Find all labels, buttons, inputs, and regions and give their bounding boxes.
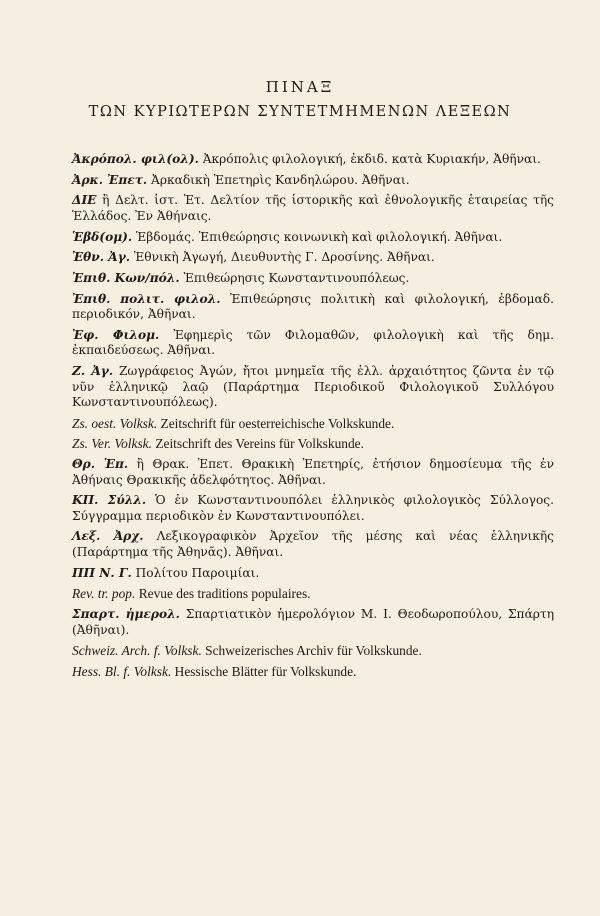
entry-expansion: Ὁ ἐν Κωνσταντινουπόλει ἑλληνικὸς φιλολογικὸς Σύλλογος. Σύγγραμμα περιοδικὸν ἐν Κωνσταντινουπόλει. (72, 493, 554, 523)
page-subheading: ΤΩΝ ΚΥΡΙΩΤΕΡΩΝ ΣΥΝΤΕΤΜΗΜΕΝΩΝ ΛΕΞΕΩΝ (88, 104, 512, 120)
abbreviation-entry (72, 493, 554, 524)
entry-expansion: Ἐπιθεώρησις Κωνσταντινουπόλεως. (183, 270, 410, 285)
abbreviation-entry (72, 173, 554, 189)
entry-abbreviation: ΔΙΕ (72, 193, 97, 208)
entry-expansion: Ἐφημερὶς τῶν Φιλομαθῶν, φιλολογικὴ καὶ τῆς δημ. ἐκπαιδεύσεως. Ἀθῆναι. (72, 327, 554, 358)
entry-expansion: Ἐθνικὴ Ἀγωγή, Διευθυντὴς Γ. Δροσίνης. Ἀθῆναι. (133, 250, 435, 265)
entry-expansion: Ἀρκαδικὴ Ἐπετηρὶς Κανδηλώρου. Ἀθῆναι. (151, 172, 410, 187)
entry-abbreviation: Ἐπιθ. Κων/πόλ. (72, 270, 180, 285)
entry-expansion: Σπαρτιατικὸν ἡμερολόγιον Μ. Ι. Θεοδωροπούλου, Σπάρτη (Ἀθῆναι). (72, 607, 555, 637)
entry-abbreviation: Zs. oest. Volksk. (72, 415, 158, 431)
entry-expansion: Zeitschrift des Vereins für Volkskunde. (155, 436, 364, 452)
entry-expansion: Πολίτου Παροιμίαι. (135, 565, 260, 580)
entry-abbreviation: Σπαρτ. ἡμερολ. (72, 607, 180, 621)
entry-abbreviation: Ἐπιθ. πολιτ. φιλολ. (72, 291, 221, 306)
abbreviation-entry (72, 152, 554, 168)
abbreviation-entry (72, 328, 554, 359)
abbreviation-entry (72, 457, 554, 488)
entry-expansion: Λεξικογραφικὸν Ἀρχεῖον τῆς μέσης καὶ νέας ἑλληνικῆς (Παράρτημα τῆς Ἀθηνᾶς). Ἀθῆναι. (72, 529, 555, 559)
abbreviation-entry (72, 292, 554, 323)
entry-expansion: Hessische Blätter für Volkskunde. (174, 663, 357, 679)
abbreviation-entry (72, 193, 554, 224)
entry-expansion: Zeitschrift für oesterreichische Volkskunde. (160, 415, 395, 431)
abbreviation-entry (72, 586, 554, 602)
entry-expansion: Ἑβδομάς. Ἐπιθεώρησις κοινωνικὴ καὶ φιλολογική. Ἀθῆναι. (136, 229, 503, 244)
entry-abbreviation: Ἐθν. Ἀγ. (72, 250, 130, 265)
entry-abbreviation: Ἐφ. Φιλομ. (72, 327, 160, 342)
entry-expansion: Revue des traditions populaires. (138, 586, 311, 602)
abbreviation-entry (72, 664, 554, 680)
entry-abbreviation: Schweiz. Arch. f. Volksk. (72, 643, 202, 659)
page-heading: ΠΙΝΑΞ (265, 78, 335, 96)
abbreviation-entry (72, 643, 554, 659)
entry-expansion: Schweizerisches Archiv für Volkskunde. (205, 643, 422, 659)
abbreviation-entry (72, 364, 554, 411)
entry-abbreviation: ΚΠ. Σύλλ. (72, 493, 147, 508)
entry-abbreviation: Zs. Ver. Volksk. (72, 436, 152, 452)
entry-abbreviation: Hess. Bl. f. Volksk. (72, 663, 172, 679)
abbreviation-entry (72, 230, 554, 246)
abbreviation-entry (72, 271, 554, 287)
abbreviation-entry (72, 250, 554, 266)
entry-abbreviation: Ζ. Ἀγ. (72, 364, 114, 378)
entry-expansion: Ἐπιθεώρησις πολιτικὴ καὶ φιλολογική, ἑβδομαδ. περιοδικόν, Ἀθῆναι. (72, 291, 554, 322)
entry-abbreviation: Ἀρκ. Ἐπετ. (72, 172, 148, 187)
abbreviation-entry (72, 566, 554, 582)
entry-abbreviation: ΠΠ Ν. Γ. (72, 565, 132, 580)
abbreviation-entry (72, 416, 554, 432)
abbreviation-entry (72, 436, 554, 452)
abbreviation-list (72, 152, 554, 685)
entry-expansion: Ἀκρόπολις φιλολογική, ἐκδιδ. κατὰ Κυριακήν, Ἀθῆναι. (202, 152, 541, 166)
abbreviation-entry (72, 529, 554, 560)
entry-abbreviation: Θρ. Ἐπ. (72, 457, 129, 472)
entry-abbreviation: Ἑβδ(ομ). (72, 229, 133, 244)
entry-expansion: ἢ Θρακ. Ἐπετ. Θρακικὴ Ἐπετηρίς, ἐτήσιον δημοσίευμα τῆς ἐν Ἀθήναις Θρακικῆς ἀδελφότητος. Ἀθῆναι. (72, 457, 554, 487)
entry-expansion: Ζωγράφειος Ἀγών, ἤτοι μνημεῖα τῆς ἑλλ. ἀρχαιότητος ζῶντα ἐν τῷ νῦν ἑλληνικῷ λαῷ (Παράρτημα Περιοδικοῦ Φιλολογικοῦ Συλλόγου Κωνσταντινουπόλεως). (72, 364, 554, 409)
entry-abbreviation: Rev. tr. pop. (72, 586, 136, 602)
entry-abbreviation: Ἀκρόπολ. φιλ(ολ). (72, 152, 199, 166)
entry-expansion: ἢ Δελτ. ἱστ. Ἐτ. Δελτίον τῆς ἱστορικῆς καὶ ἐθνολογικῆς ἑταιρείας τῆς Ἑλλάδος. Ἐν Ἀθήναις. (72, 193, 555, 223)
abbreviation-entry (72, 607, 554, 638)
entry-abbreviation: Λεξ. Ἀρχ. (72, 529, 144, 544)
